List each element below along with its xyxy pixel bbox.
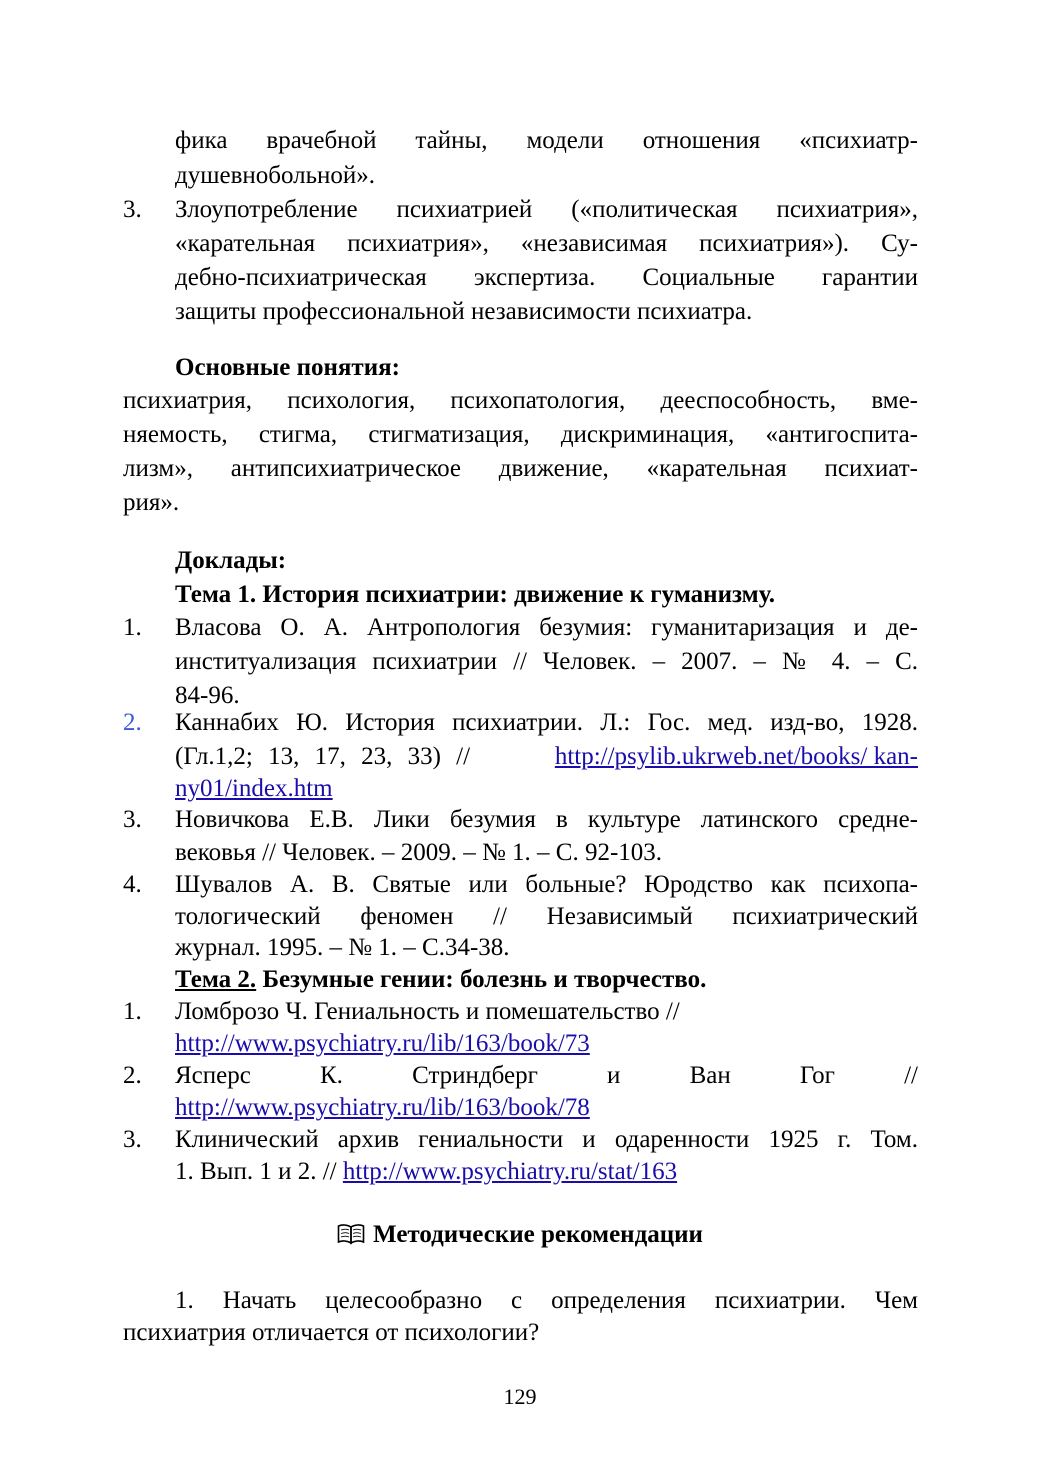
item-3-line-3: дебно-психиатрическая экспертиза. Социальные гарантии (175, 264, 918, 291)
item-3-line-2: «карательная психиатрия», «независимая психиатрия»). Су- (175, 230, 918, 257)
topic-1-item-3-line-2: вековья // Человек. – 2009. – № 1. – С. 92-103. (175, 839, 663, 866)
topic-2-item-3-line-2 (175, 1157, 918, 1187)
item-3-line-4: защиты профессиональной независимости психиатра. (175, 298, 753, 325)
topic-2-title-text: Безумные гении: болезнь и творчество. (256, 966, 707, 993)
topic-1-title: Тема 1. История психиатрии: движение к гуманизму. (175, 581, 775, 608)
topic-2-title (175, 965, 918, 995)
topic-1-item-4-number: 4. (123, 871, 142, 898)
topic-1-item-1-line-3: 84-96. (175, 682, 240, 709)
topic-1-item-2-line-3 (175, 774, 918, 804)
topic-1-item-3-line-1: Новичкова Е.В. Лики безумия в культуре латинского средне- (175, 806, 918, 833)
concepts-heading: Основные понятия: (175, 354, 400, 381)
intro-line-2: душевнобольной». (175, 162, 376, 189)
methods-para-line-1: 1. Начать целесообразно с определения психиатрии. Чем (175, 1287, 918, 1314)
topic-1-item-2-line-2 (175, 742, 918, 772)
topic-2-item-2-number: 2. (123, 1062, 142, 1089)
topic-2-item-2-line-2 (175, 1093, 918, 1123)
topic-2-item-1-line-1: Ломброзо Ч. Гениальность и помешательство // (175, 998, 680, 1025)
concepts-line-4: рия». (123, 489, 180, 516)
concepts-line-1: психиатрия, психология, психопатология, дееспособность, вме- (123, 387, 918, 414)
page-number: 129 (503, 1384, 537, 1409)
topic-1-item-2-prefix: (Гл.1,2; 13, 17, 23, 33) // (175, 743, 471, 770)
intro-line-1: фика врачебной тайны, модели отношения «психиатр- (175, 127, 918, 154)
topic-1-item-1-line-1: Власова О. А. Антропология безумия: гуманитаризация и де- (175, 614, 918, 641)
topic-1-item-2-line-1: Каннабих Ю. История психиатрии. Л.: Гос. мед. изд-во, 1928. (175, 709, 918, 736)
topic-1-item-1-line-2: институализация психиатрии // Человек. – 2007. – № 4. – С. (175, 648, 918, 675)
topic-2-item-3-number: 3. (123, 1126, 142, 1153)
topic-1-item-2-number: 2. (123, 709, 142, 736)
lombroso-link[interactable]: http://www.psychiatry.ru/lib/163/book/73 (175, 1030, 590, 1057)
item-3-line-1: Злоупотребление психиатрией («политическая психиатрия», (175, 196, 918, 223)
topic-1-item-3-number: 3. (123, 806, 142, 833)
topic-2-item-3-prefix: 1. Вып. 1 и 2. // (175, 1158, 343, 1185)
topic-1-item-4-line-1: Шувалов А. В. Святые или больные? Юродство как психопа- (175, 871, 918, 898)
methods-heading-row (0, 1220, 1040, 1250)
methods-heading: Методические рекомендации (373, 1221, 703, 1248)
concepts-line-3: лизм», антипсихиатрическое движение, «карательная психиат- (123, 455, 918, 482)
item-3-number: 3. (123, 196, 142, 223)
topic-1-item-1-number: 1. (123, 614, 142, 641)
topic-2-label: Тема 2. (175, 966, 257, 993)
book-icon (337, 1223, 365, 1245)
kannabikh-link-part-2[interactable]: ny01/index.htm (175, 775, 333, 802)
topic-2-item-3-line-1: Клинический архив гениальности и одаренности 1925 г. Том. (175, 1126, 918, 1153)
concepts-line-2: няемость, стигма, стигматизация, дискриминация, «антигоспита- (123, 421, 918, 448)
archive-link[interactable]: http://www.psychiatry.ru/stat/163 (342, 1158, 678, 1185)
topic-2-item-1-number: 1. (123, 998, 142, 1025)
topic-1-item-4-line-3: журнал. 1995. – № 1. – С.34-38. (175, 934, 510, 961)
topic-2-item-2-line-1: Ясперс К. Стриндберг и Ван Гог // (175, 1062, 918, 1089)
topic-1-item-4-line-2: тологический феномен // Независимый психиатрический (175, 903, 918, 930)
methods-para-line-2: психиатрия отличается от психологии? (123, 1319, 540, 1346)
jaspers-link[interactable]: http://www.psychiatry.ru/lib/163/book/78 (175, 1094, 590, 1121)
topic-2-item-1-line-2 (175, 1029, 918, 1059)
reports-heading: Доклады: (175, 547, 287, 574)
kannabikh-link-part-1[interactable]: http://psylib.ukrweb.net/books/ kan- (554, 743, 918, 770)
